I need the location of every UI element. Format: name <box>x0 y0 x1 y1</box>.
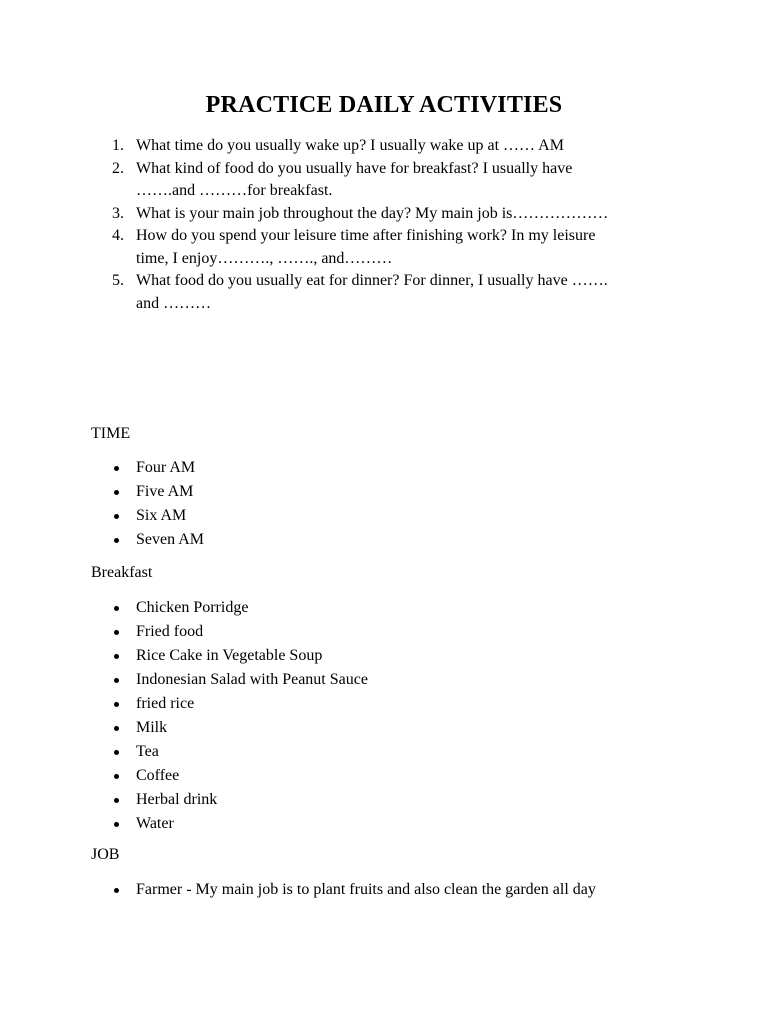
list-item <box>112 456 204 480</box>
list-item-text: Fried food <box>136 623 204 640</box>
question-text: What time do you usually wake up? I usually wake up at …… AM <box>136 137 564 154</box>
bullet-icon <box>114 822 119 827</box>
bullet-icon <box>114 888 119 893</box>
page-title: PRACTICE DAILY ACTIVITIES <box>205 92 563 118</box>
list-item <box>112 528 204 552</box>
question-item <box>112 270 672 315</box>
list-item <box>112 878 596 902</box>
question-text-continued: …….and ………for breakfast. <box>136 182 333 199</box>
bullet-icon <box>114 606 119 611</box>
bullet-icon <box>114 702 119 707</box>
list-item <box>112 740 368 764</box>
bullet-icon <box>114 466 119 471</box>
question-item <box>112 225 672 270</box>
list-item-text: Water <box>136 815 174 832</box>
list-item-text: Seven AM <box>136 531 204 548</box>
list-item <box>112 668 368 692</box>
list-item <box>112 596 368 620</box>
time-list <box>112 456 204 552</box>
list-item-text: Indonesian Salad with Peanut Sauce <box>136 671 368 688</box>
list-item-text: Four AM <box>136 459 196 476</box>
list-item <box>112 620 368 644</box>
list-item-text: Farmer - My main job is to plant fruits and also clean the garden all day <box>136 881 596 898</box>
list-item <box>112 788 368 812</box>
list-item-text: Milk <box>136 719 168 736</box>
bullet-icon <box>114 514 119 519</box>
list-item-text: Chicken Porridge <box>136 599 249 616</box>
breakfast-list <box>112 596 368 836</box>
question-text: What food do you usually eat for dinner? For dinner, I usually have ……. <box>136 272 608 289</box>
question-list <box>112 135 672 315</box>
list-item <box>112 504 204 528</box>
bullet-icon <box>114 798 119 803</box>
list-item-text: Five AM <box>136 483 194 500</box>
bullet-icon <box>114 538 119 543</box>
list-item-text: Herbal drink <box>136 791 218 808</box>
question-text: How do you spend your leisure time after finishing work? In my leisure <box>136 227 596 244</box>
bullet-icon <box>114 750 119 755</box>
list-item <box>112 644 368 668</box>
list-item-text: Rice Cake in Vegetable Soup <box>136 647 323 664</box>
question-number: 1. <box>112 137 124 154</box>
question-item <box>112 203 672 226</box>
section-label-job: JOB <box>91 846 120 863</box>
list-item-text: Six AM <box>136 507 187 524</box>
question-number: 4. <box>112 227 124 244</box>
section-label-time: TIME <box>91 425 131 442</box>
question-number: 3. <box>112 204 124 222</box>
list-item-text: Tea <box>136 743 159 760</box>
bullet-icon <box>114 774 119 779</box>
list-item <box>112 716 368 740</box>
bullet-icon <box>114 726 119 731</box>
bullet-icon <box>114 678 119 683</box>
question-number: 2. <box>112 159 124 177</box>
question-number: 5. <box>112 272 124 289</box>
job-list <box>112 878 596 902</box>
question-item <box>112 158 672 203</box>
list-item <box>112 480 204 504</box>
list-item <box>112 692 368 716</box>
question-text-continued: and ……… <box>136 294 212 312</box>
list-item-text: fried rice <box>136 695 195 712</box>
bullet-icon <box>114 490 119 495</box>
list-item-text: Coffee <box>136 767 180 784</box>
list-item <box>112 764 368 788</box>
list-item <box>112 812 368 836</box>
question-text: What kind of food do you usually have for breakfast? I usually have <box>136 159 573 177</box>
question-text-continued: time, I enjoy………., ……., and……… <box>136 249 393 267</box>
bullet-icon <box>114 654 119 659</box>
bullet-icon <box>114 630 119 635</box>
section-label-breakfast: Breakfast <box>91 564 153 581</box>
question-item <box>112 135 672 158</box>
question-text: What is your main job throughout the day? My main job is……………… <box>136 204 609 222</box>
